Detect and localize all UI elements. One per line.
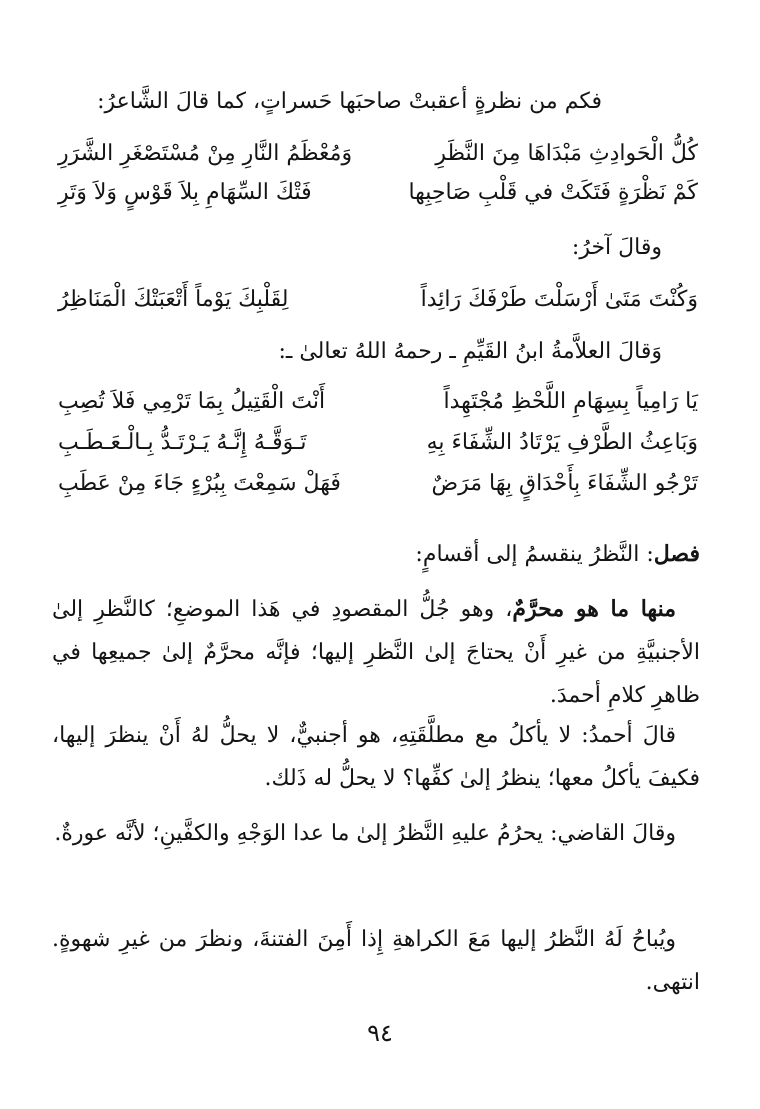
verse-first-hemistich: كُلُّ الْحَوادِثِ مَبْدَاهَا مِنَ النَّظَرِ — [435, 141, 698, 166]
verse-second-hemistich: تَـوَقَّـهُ إِنَّـهُ يَـرْتَـدُّ بِـالْـعَـطَـبِ — [58, 430, 307, 455]
section-label: فصل — [653, 541, 700, 567]
verse-second-hemistich: فَهَلْ سَمِعْتَ بِبُرْءٍ جَاءَ مِنْ عَطَبِ — [58, 471, 341, 496]
verse-line — [58, 175, 698, 211]
intro3-line: وَقالَ العلاَّمةُ ابنُ القَيِّمِ ـ رحمهُ اللهُ تعالىٰ ـ: — [278, 339, 662, 364]
verse-line — [58, 136, 698, 172]
verse-second-hemistich: فَتْكَ السِّهَامِ بِلاَ قَوْسٍ وَلاَ وَتَرِ — [58, 180, 312, 205]
verse-first-hemistich: تَرْجُو الشِّفَاءَ بِأَحْدَاقٍ بِهَا مَرَضٌ — [431, 471, 698, 496]
verse-line — [58, 425, 698, 461]
verse-first-hemistich: وَبَاعِثُ الطَّرْفِ يَرْتَادُ الشِّفَاءَ بِهِ — [426, 430, 698, 455]
verse-line — [58, 282, 698, 318]
paragraph: قالَ أحمدُ: لا يأكلُ مع مطلَّقَتِهِ، هو أجنبيٌّ، لا يحلُّ لهُ أَنْ ينظرَ إليها، فكيفَ يأكلُ معها؛ ينظرُ إلىٰ كفِّها؟ لا يحلُّ له ذَلك. — [52, 723, 700, 791]
verse-first-hemistich: يَا رَامِياً بِسِهَامِ اللَّحْظِ مُجْتَهِداً — [443, 389, 698, 414]
verse-line — [58, 466, 698, 502]
page-number: ٩٤ — [367, 1019, 393, 1047]
verse-first-hemistich: وَكُنْتَ مَتَىٰ أَرْسَلْتَ طَرْفَكَ رَائِداً — [420, 287, 698, 312]
intro2-line: وقالَ آخرُ: — [571, 235, 662, 260]
intro-line: فكم من نظرةٍ أعقبتْ صاحبَها حَسراتٍ، كما قالَ الشَّاعرُ: — [97, 89, 602, 114]
paragraph-text: ، وهو جُلُّ المقصودِ في هَذا الموضعِ؛ كالنَّظرِ إلىٰ الأجنبيَّةِ من غيرِ أَنْ يحتاجَ إلىٰ النَّظرِ إليها؛ فإنَّه محرَّمٌ إلىٰ جميعِها في ظاهرِ كلامِ أحمدَ. — [52, 597, 700, 708]
section-text: : النَّظرُ ينقسمُ إلى أقسامٍ: — [415, 542, 654, 567]
verse-second-hemistich: وَمُعْظَمُ النَّارِ مِنْ مُسْتَصْغَرِ الشَّرَرِ — [58, 141, 353, 166]
verse-second-hemistich: أَنْتَ الْقَتِيلُ بِمَا تَرْمِي فَلاَ تُصِبِ — [58, 389, 326, 414]
verse-second-hemistich: لِقَلْبِكَ يَوْماً أَتْعَبَتْكَ الْمَنَاظِرُ — [58, 287, 289, 312]
paragraph-bold-lead: منها ما هو محرَّمٌ — [512, 596, 676, 622]
section-heading — [60, 538, 700, 571]
verse-line — [58, 384, 698, 420]
paragraph — [52, 588, 700, 717]
paragraph: ويُباحُ لَهُ النَّظرُ إليها مَعَ الكراهةِ إِذا أَمِنَ الفتنةَ، ونظرَ من غيرِ شهوةٍ. انتهى. — [52, 927, 700, 995]
verse-first-hemistich: كَمْ نَظْرَةٍ فَتَكَتْ في قَلْبِ صَاحِبِها — [408, 180, 698, 205]
paragraph: وقالَ القاضي: يحرُمُ عليهِ النَّظرُ إلىٰ ما عدا الوَجْهِ والكفَّينِ؛ لأنَّه عورةٌ. — [54, 821, 676, 846]
